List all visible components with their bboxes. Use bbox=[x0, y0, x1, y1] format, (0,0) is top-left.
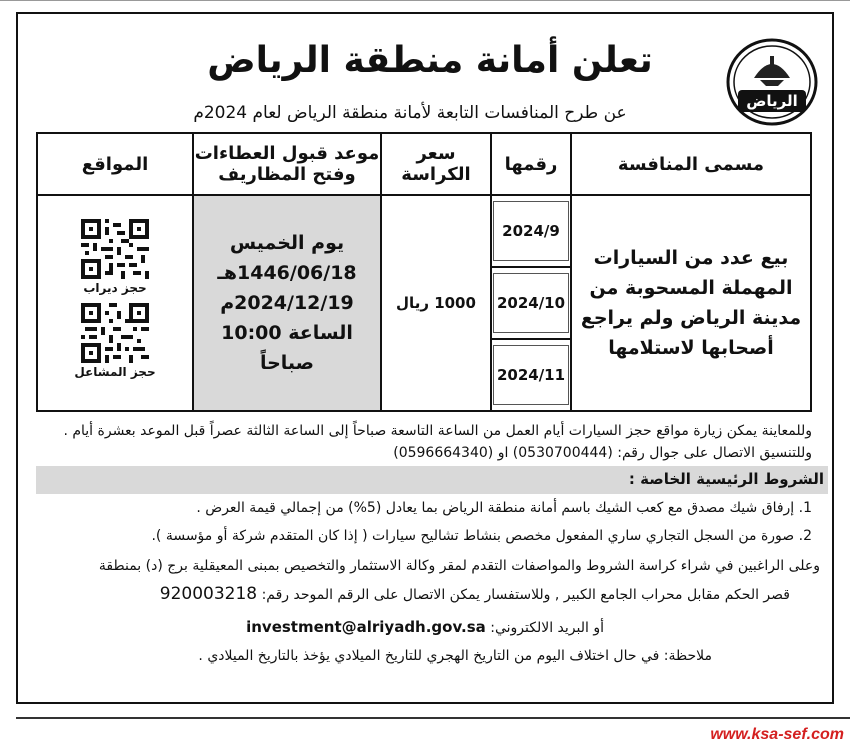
page-title: تعلن أمانة منطقة الرياض bbox=[207, 40, 653, 81]
top-rule bbox=[0, 0, 850, 1]
site-label-mashael: حجز المشاعل bbox=[74, 365, 156, 379]
header-tender-name: مسمى المنافسة bbox=[571, 133, 811, 195]
qr-code-dirab[interactable] bbox=[81, 219, 149, 279]
header-deadline: موعد قبول العطاءات وفتح المظاريف bbox=[193, 133, 381, 195]
instructions-line-1: وعلى الراغبين في شراء كراسة الشروط والمواصفات التقدم لمقر وكالة الاستثمار والتخصيص بمبنى المعيقلية برج (د) بمنطقة bbox=[98, 558, 820, 574]
table-header-row bbox=[37, 133, 811, 195]
sites-cell bbox=[37, 195, 193, 411]
page-subtitle: عن طرح المنافسات التابعة لأمانة منطقة الرياض لعام 2024م bbox=[193, 103, 627, 123]
source-site-link[interactable]: www.ksa-sef.com bbox=[710, 726, 844, 743]
qr-code-mashael[interactable] bbox=[81, 303, 149, 363]
header-price: سعر الكراسة bbox=[381, 133, 491, 195]
condition-item-1: 1. إرفاق شيك مصدق مع كعب الشيك باسم أمانة منطقة الرياض بما يعادل (5%) من إجمالي قيمة العرض . bbox=[196, 500, 812, 516]
tender-number-3: 2024/11 bbox=[491, 339, 571, 411]
tender-table bbox=[36, 132, 812, 412]
header-sites: المواقع bbox=[37, 133, 193, 195]
bottom-rule bbox=[16, 717, 850, 719]
tender-number-2: 2024/10 bbox=[491, 267, 571, 339]
conditions-title: الشروط الرئيسية الخاصة : bbox=[628, 470, 824, 488]
email-link[interactable]: investment@alriyadh.gov.sa bbox=[246, 618, 486, 636]
deadline-cell: يوم الخميس 1446/06/18هـ 2024/12/19م الساعة 10:00 صباحاً bbox=[193, 195, 381, 411]
tender-number-1: 2024/9 bbox=[491, 195, 571, 267]
booklet-price: 1000 ريال bbox=[381, 195, 491, 411]
unified-phone-number: 920003218 bbox=[159, 584, 258, 604]
instructions-line-2: قصر الحكم مقابل محراب الجامع الكبير , وللاستفسار يمكن الاتصال على الرقم الموحد رقم: 920003218 bbox=[159, 584, 790, 604]
conditions-title-bar bbox=[36, 466, 828, 494]
note-line: ملاحظة: في حال اختلاف اليوم من التاريخ الهجري للتاريخ الميلادي يؤخذ بالتاريخ الميلادي . bbox=[198, 648, 712, 664]
header-tender-number: رقمها bbox=[491, 133, 571, 195]
visit-paragraph: وللمعاينة يمكن زيارة مواقع حجز السيارات أيام العمل من الساعة التاسعة صباحاً إلى الساعة الثالثة عصراً قبل الموعد بعشرة أيام . وللتنسيق الاتصال على جوال رقم: (0530700444) او (0596664340) bbox=[63, 423, 812, 461]
riyadh-municipality-logo bbox=[724, 38, 820, 126]
email-line: أو البريد الالكتروني: investment@alriyadh.gov.sa bbox=[246, 618, 604, 636]
svg-text:الرياض: الرياض bbox=[746, 92, 798, 110]
site-label-dirab: حجز ديراب bbox=[83, 281, 147, 295]
table-row bbox=[37, 195, 811, 267]
condition-item-2: 2. صورة من السجل التجاري ساري المفعول مخصص بنشاط تشاليح سيارات ( إذا كان المتقدم شركة أو مؤسسة ). bbox=[151, 528, 812, 544]
tender-name: بيع عدد من السيارات المهملة المسحوبة من مدينة الرياض ولم يراجع أصحابها لاستلامها bbox=[571, 195, 811, 411]
